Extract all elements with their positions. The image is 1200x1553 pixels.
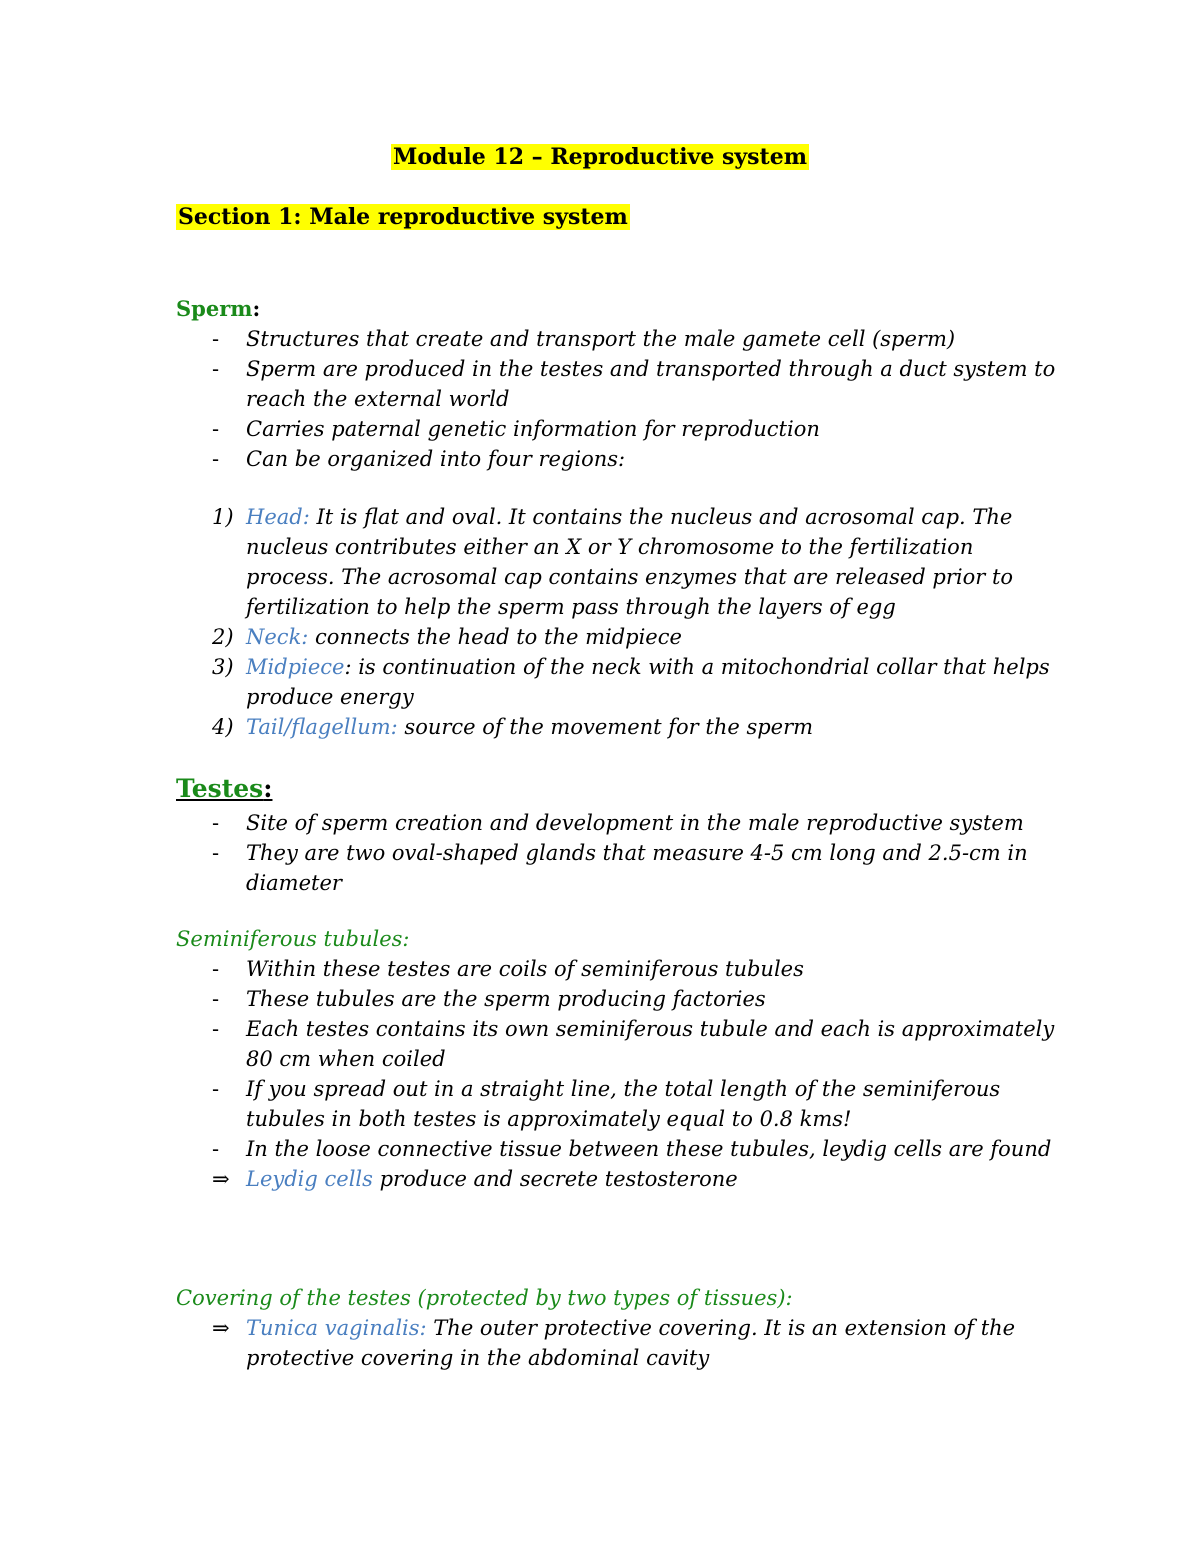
section-heading <box>176 200 630 234</box>
list-item: 4) Tail/flagellum: source of the movement for the sperm <box>212 715 814 739</box>
list-item: - In the loose connective tissue between these tubules, leydig cells are found <box>212 1137 1052 1161</box>
arrow-icon: ⇒ <box>212 1167 230 1191</box>
list-item: - Site of sperm creation and development in the male reproductive system <box>212 811 1024 835</box>
list-item: - They are two oval-shaped glands that measure 4-5 cm long and 2.5-cm in diameter <box>212 841 1028 895</box>
sperm-heading: Sperm: <box>176 296 261 321</box>
seminiferous-heading: Seminiferous tubules: <box>176 927 410 951</box>
list-item: - These tubules are the sperm producing factories <box>212 987 766 1011</box>
list-item: - Within these testes are coils of seminiferous tubules <box>212 957 804 981</box>
covering-block <box>176 1283 1056 1373</box>
seminiferous-arrow-list <box>176 1164 1056 1194</box>
list-item: - Carries paternal genetic information for reproduction <box>212 417 820 441</box>
seminiferous-block <box>176 924 1056 1194</box>
list-item: - If you spread out in a straight line, the total length of the seminiferous tubules in both testes is approximately equal to 0.8 kms! <box>212 1077 1001 1131</box>
testes-block <box>176 770 1056 898</box>
testes-heading: Testes: <box>176 774 273 803</box>
list-item: - Structures that create and transport the male gamete cell (sperm) <box>212 327 956 351</box>
sperm-regions-block <box>176 502 1056 742</box>
list-item: - Sperm are produced in the testes and transported through a duct system to reach the external world <box>212 357 1056 411</box>
list-item: 2) Neck: connects the head to the midpiece <box>212 625 682 649</box>
list-item: ⇒ Leydig cells produce and secrete testosterone <box>176 1164 1056 1194</box>
list-item: 1) Head: It is flat and oval. It contains the nucleus and acrosomal cap. The nucleus contributes either an X or Y chromosome to the fertilization process. The acrosomal cap contains enzymes that are released prior to fertilization to help the sperm pass through the layers of egg <box>212 505 1014 619</box>
list-item: ⇒ Tunica vaginalis: The outer protective covering. It is an extension of the protective covering in the abdominal cavity <box>176 1313 1056 1373</box>
seminiferous-bullet-list <box>176 954 1056 1164</box>
covering-heading: Covering of the testes (protected by two types of tissues): <box>176 1286 793 1310</box>
sperm-regions-list <box>176 502 1056 742</box>
arrow-icon: ⇒ <box>212 1316 230 1340</box>
section-highlight: Section 1: Male reproductive system <box>178 204 628 230</box>
title-highlight: Module 12 – Reproductive system <box>392 144 807 170</box>
sperm-bullet-list <box>176 324 1056 474</box>
covering-arrow-list <box>176 1313 1056 1373</box>
list-item: 3) Midpiece: is continuation of the neck with a mitochondrial collar that helps produce energy <box>212 655 1050 709</box>
list-item: - Can be organized into four regions: <box>212 447 626 471</box>
testes-bullet-list <box>176 808 1056 898</box>
sperm-block <box>176 294 1056 474</box>
document-title <box>0 140 1200 174</box>
list-item: - Each testes contains its own seminiferous tubule and each is approximately 80 cm when coiled <box>212 1017 1055 1071</box>
